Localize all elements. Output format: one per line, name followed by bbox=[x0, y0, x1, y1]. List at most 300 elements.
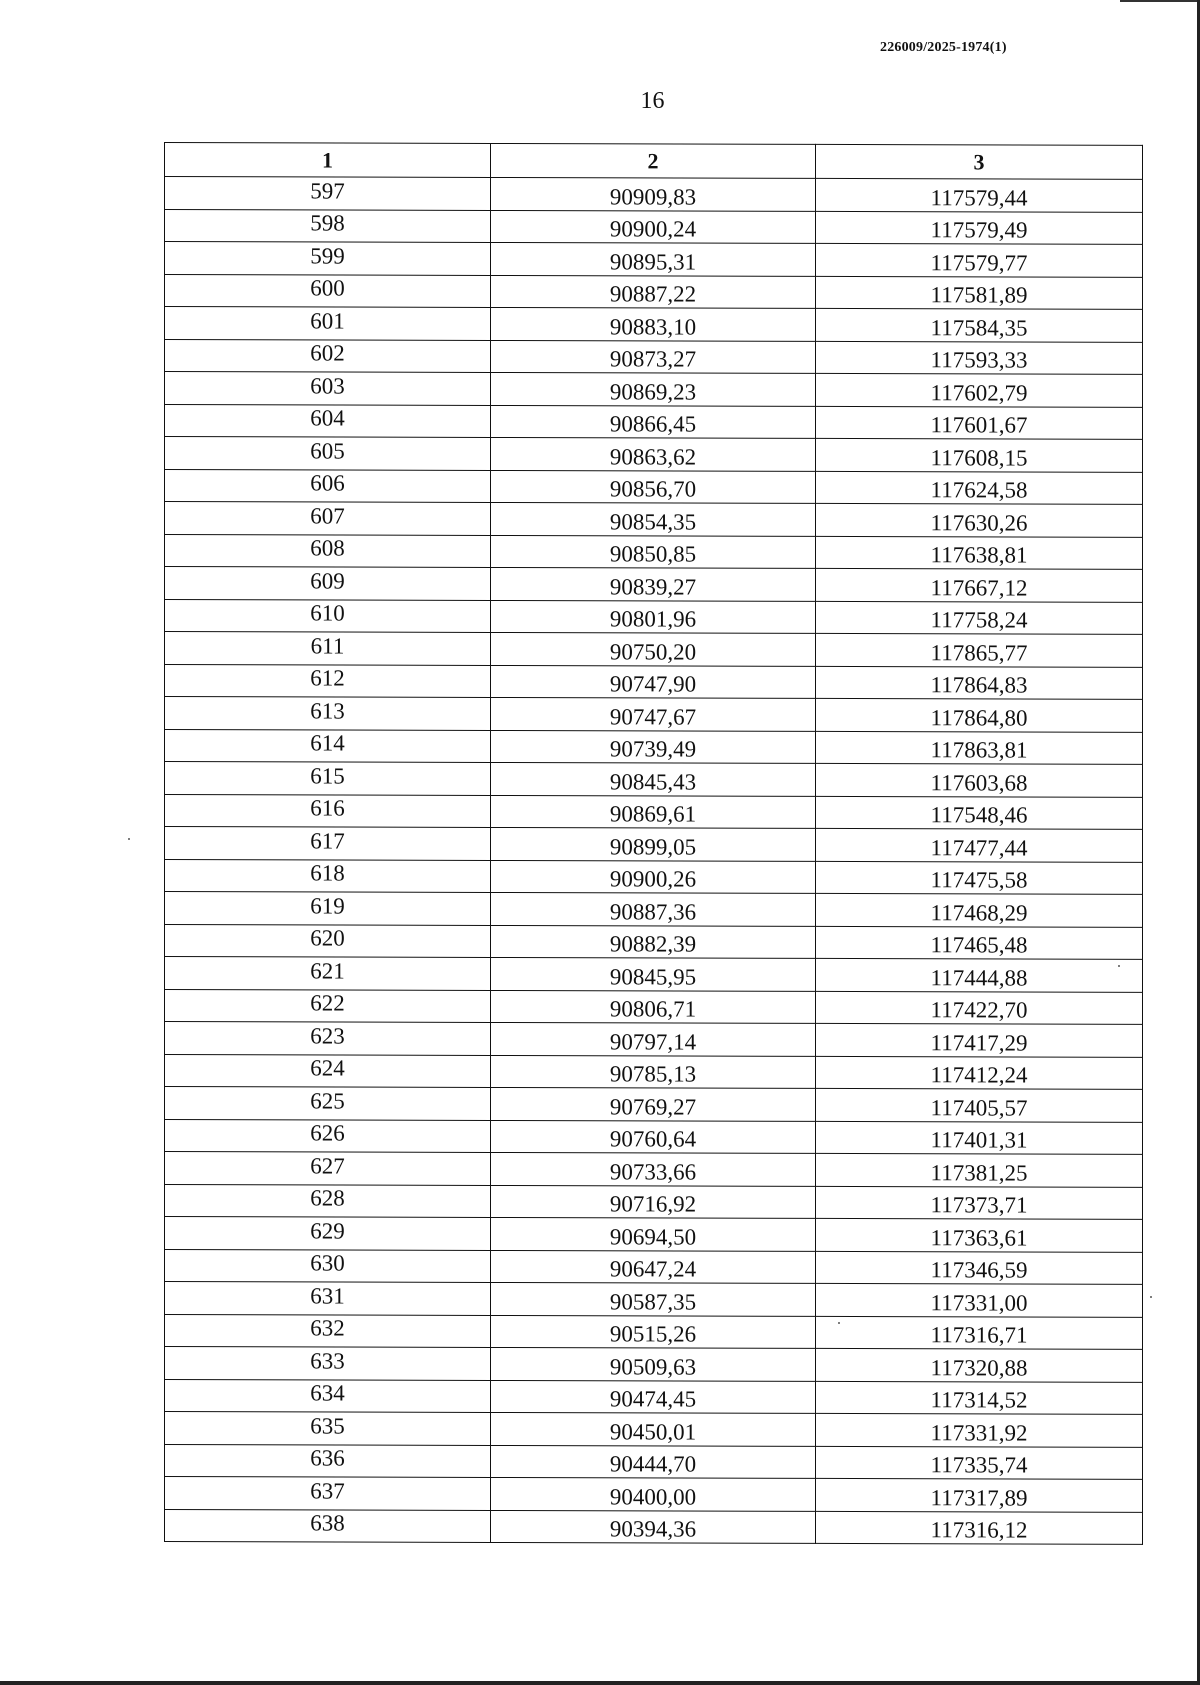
table-row bbox=[165, 989, 1143, 1024]
cell-value: 610 bbox=[310, 600, 345, 626]
cell-value: 117373,71 bbox=[930, 1192, 1028, 1218]
table-row bbox=[165, 827, 1143, 862]
table-row bbox=[165, 1152, 1143, 1187]
table-row bbox=[165, 632, 1143, 667]
table-cell-col-2 bbox=[491, 795, 816, 828]
table-cell-col-2 bbox=[491, 372, 816, 405]
cell-value: 117346,59 bbox=[930, 1257, 1028, 1283]
table-cell-col-2 bbox=[491, 1347, 816, 1380]
document-number: 226009/2025-1974(1) bbox=[880, 40, 1007, 55]
cell-value: 90474,45 bbox=[609, 1386, 697, 1412]
table-cell-col-1 bbox=[165, 1477, 491, 1510]
cell-value: 90850,85 bbox=[609, 541, 697, 567]
table-cell-col-3 bbox=[816, 1121, 1143, 1154]
table-row bbox=[165, 1412, 1143, 1447]
table-cell-col-1 bbox=[165, 632, 491, 665]
table-cell-col-2 bbox=[491, 307, 816, 340]
cell-value: 90839,27 bbox=[609, 574, 697, 600]
cell-value: 638 bbox=[310, 1510, 345, 1536]
scan-speck bbox=[838, 1322, 840, 1324]
cell-value: 90909,83 bbox=[609, 184, 697, 210]
cell-value: 117579,77 bbox=[930, 250, 1028, 276]
table-row bbox=[165, 924, 1143, 959]
cell-value: 90444,70 bbox=[609, 1451, 697, 1477]
table-row bbox=[165, 1477, 1143, 1512]
table-row bbox=[165, 534, 1143, 569]
table-cell-col-3 bbox=[816, 243, 1143, 276]
table-cell-col-2 bbox=[491, 1185, 816, 1218]
cell-value: 117603,68 bbox=[930, 770, 1028, 796]
cell-value: 117363,61 bbox=[930, 1225, 1028, 1251]
cell-value: 117601,67 bbox=[930, 412, 1028, 438]
table-cell-col-3 bbox=[816, 1413, 1143, 1446]
cell-value: 90647,24 bbox=[609, 1256, 697, 1282]
cell-value: 630 bbox=[310, 1250, 345, 1276]
cell-value: 90739,49 bbox=[609, 736, 697, 762]
table-cell-col-2 bbox=[491, 340, 816, 373]
scan-speck bbox=[128, 838, 130, 840]
cell-value: 90895,31 bbox=[609, 249, 697, 275]
table-cell-col-2 bbox=[491, 827, 816, 860]
table-cell-col-1 bbox=[165, 177, 491, 210]
cell-value: 614 bbox=[310, 730, 345, 756]
table-row bbox=[165, 242, 1143, 277]
cell-value: 117864,80 bbox=[930, 705, 1028, 731]
table-cell-col-2 bbox=[491, 925, 816, 958]
cell-value: 90869,61 bbox=[609, 801, 697, 827]
table-cell-col-3 bbox=[816, 1446, 1143, 1479]
cell-value: 90887,22 bbox=[609, 281, 697, 307]
table-cell-col-2 bbox=[491, 1217, 816, 1250]
cell-value: 117602,79 bbox=[930, 380, 1028, 406]
table-cell-col-1 bbox=[165, 1054, 491, 1087]
table-cell-col-2 bbox=[491, 1510, 816, 1543]
table-cell-col-2 bbox=[491, 1250, 816, 1283]
cell-value: 90747,67 bbox=[609, 704, 697, 730]
table-cell-col-2 bbox=[491, 437, 816, 470]
table-cell-col-1 bbox=[165, 1119, 491, 1152]
table-cell-col-2 bbox=[491, 665, 816, 698]
cell-value: 628 bbox=[310, 1185, 345, 1211]
cell-value: 631 bbox=[310, 1283, 345, 1309]
scan-speck bbox=[1150, 1296, 1152, 1298]
cell-value: 90869,23 bbox=[609, 379, 697, 405]
table-cell-col-3 bbox=[816, 1056, 1143, 1089]
cell-value: 604 bbox=[310, 405, 345, 431]
table-cell-col-1 bbox=[165, 1087, 491, 1120]
table-cell-col-2 bbox=[491, 892, 816, 925]
table-cell-col-1 bbox=[165, 957, 491, 990]
table-row bbox=[165, 372, 1143, 407]
table-cell-col-3 bbox=[816, 666, 1143, 699]
table-cell-col-2 bbox=[491, 567, 816, 600]
cell-value: 90400,00 bbox=[609, 1484, 697, 1510]
cell-value: 90801,96 bbox=[609, 606, 697, 632]
table-cell-col-3 bbox=[816, 341, 1143, 374]
table-row bbox=[165, 1217, 1143, 1252]
table-row bbox=[165, 469, 1143, 504]
scan-edge-bottom bbox=[0, 1681, 1200, 1685]
table-row bbox=[165, 664, 1143, 699]
table-row bbox=[165, 729, 1143, 764]
table-cell-col-2 bbox=[491, 1282, 816, 1315]
table-cell-col-1 bbox=[165, 664, 491, 697]
table-row bbox=[165, 404, 1143, 439]
table-cell-col-1 bbox=[165, 437, 491, 470]
table-cell-col-2 bbox=[491, 275, 816, 308]
table-row bbox=[165, 1184, 1143, 1219]
table-cell-col-1 bbox=[165, 989, 491, 1022]
table-cell-col-1 bbox=[165, 697, 491, 730]
cell-value: 613 bbox=[310, 698, 345, 724]
table-cell-col-3 bbox=[816, 406, 1143, 439]
table-cell-col-3 bbox=[816, 503, 1143, 536]
cell-value: 624 bbox=[310, 1055, 345, 1081]
table-cell-col-3 bbox=[816, 633, 1143, 666]
cell-value: 90769,27 bbox=[609, 1094, 697, 1120]
cell-value: 90899,05 bbox=[609, 834, 697, 860]
cell-value: 634 bbox=[310, 1380, 345, 1406]
table-cell-col-3 bbox=[816, 698, 1143, 731]
table-cell-col-3 bbox=[816, 438, 1143, 471]
cell-value: 607 bbox=[310, 503, 345, 529]
table-cell-col-3 bbox=[816, 796, 1143, 829]
table-cell-col-2 bbox=[491, 470, 816, 503]
cell-value: 90750,20 bbox=[609, 639, 697, 665]
cell-value: 90394,36 bbox=[609, 1516, 697, 1542]
table-cell-col-3 bbox=[816, 1153, 1143, 1186]
table-cell-col-1 bbox=[165, 1217, 491, 1250]
table-row bbox=[165, 1444, 1143, 1479]
scan-speck bbox=[1118, 965, 1120, 967]
table-cell-col-1 bbox=[165, 1444, 491, 1477]
table-cell-col-1 bbox=[165, 1249, 491, 1282]
coordinates-table bbox=[164, 142, 1143, 1545]
table-row bbox=[165, 1022, 1143, 1057]
table-row bbox=[165, 209, 1143, 244]
cell-value: 609 bbox=[310, 568, 345, 594]
table-cell-col-3 bbox=[816, 1511, 1143, 1544]
table-cell-col-1 bbox=[165, 827, 491, 860]
table-header-row bbox=[165, 143, 1143, 180]
cell-value: 117475,58 bbox=[930, 867, 1028, 893]
cell-value: 90845,43 bbox=[609, 769, 697, 795]
cell-value: 117579,49 bbox=[930, 217, 1028, 243]
table-cell-col-3 bbox=[816, 471, 1143, 504]
cell-value: 117593,33 bbox=[930, 347, 1028, 373]
cell-value: 617 bbox=[310, 828, 345, 854]
table-cell-col-1 bbox=[165, 242, 491, 275]
table-cell-col-3 bbox=[816, 536, 1143, 569]
table-cell-col-3 bbox=[816, 276, 1143, 309]
cell-value: 117401,31 bbox=[930, 1127, 1028, 1153]
table-cell-col-2 bbox=[491, 1152, 816, 1185]
cell-value: 90587,35 bbox=[609, 1289, 697, 1315]
table-row bbox=[165, 1282, 1143, 1317]
table-cell-col-1 bbox=[165, 567, 491, 600]
table-cell-col-1 bbox=[165, 339, 491, 372]
table-row bbox=[165, 437, 1143, 472]
cell-value: 90450,01 bbox=[609, 1419, 697, 1445]
cell-value: 90785,13 bbox=[609, 1061, 697, 1087]
coordinates-table-wrapper bbox=[164, 142, 1142, 1545]
cell-value: 90900,24 bbox=[609, 216, 697, 242]
cell-value: 635 bbox=[310, 1413, 345, 1439]
cell-value: 117624,58 bbox=[930, 477, 1028, 503]
cell-value: 623 bbox=[310, 1023, 345, 1049]
table-row bbox=[165, 762, 1143, 797]
cell-value: 117468,29 bbox=[930, 900, 1028, 926]
table-cell-col-2 bbox=[491, 1120, 816, 1153]
cell-value: 117317,89 bbox=[930, 1485, 1028, 1511]
table-cell-col-1 bbox=[165, 469, 491, 502]
cell-value: 117865,77 bbox=[930, 640, 1028, 666]
cell-value: 621 bbox=[310, 958, 345, 984]
table-row bbox=[165, 1087, 1143, 1122]
cell-value: 117381,25 bbox=[930, 1160, 1028, 1186]
cell-value: 117477,44 bbox=[930, 835, 1028, 861]
cell-value: 117630,26 bbox=[930, 510, 1028, 536]
table-cell-col-1 bbox=[165, 794, 491, 827]
cell-value: 612 bbox=[310, 665, 345, 691]
cell-value: 90733,66 bbox=[609, 1159, 697, 1185]
table-row bbox=[165, 957, 1143, 992]
table-row bbox=[165, 177, 1143, 212]
cell-value: 117422,70 bbox=[930, 997, 1028, 1023]
cell-value: 632 bbox=[310, 1315, 345, 1341]
cell-value: 90760,64 bbox=[609, 1126, 697, 1152]
cell-value: 117335,74 bbox=[930, 1452, 1028, 1478]
table-cell-col-3 bbox=[816, 763, 1143, 796]
cell-value: 90797,14 bbox=[609, 1029, 697, 1055]
cell-value: 622 bbox=[310, 990, 345, 1016]
table-row bbox=[165, 274, 1143, 309]
table-cell-col-2 bbox=[491, 405, 816, 438]
cell-value: 629 bbox=[310, 1218, 345, 1244]
cell-value: 90900,26 bbox=[609, 866, 697, 892]
table-cell-col-3 bbox=[816, 1316, 1143, 1349]
cell-value: 627 bbox=[310, 1153, 345, 1179]
table-cell-col-3 bbox=[816, 991, 1143, 1024]
table-body bbox=[165, 177, 1143, 1545]
cell-value: 117316,71 bbox=[930, 1322, 1028, 1348]
table-cell-col-2 bbox=[491, 535, 816, 568]
table-cell-col-3 bbox=[816, 568, 1143, 601]
table-cell-col-2 bbox=[491, 957, 816, 990]
table-cell-col-1 bbox=[165, 1184, 491, 1217]
table-cell-col-1 bbox=[165, 1152, 491, 1185]
cell-value: 615 bbox=[310, 763, 345, 789]
table-cell-col-1 bbox=[165, 404, 491, 437]
table-cell-col-1 bbox=[165, 1379, 491, 1412]
cell-value: 117405,57 bbox=[930, 1095, 1028, 1121]
column-header-2: 2 bbox=[491, 143, 816, 178]
cell-value: 117320,88 bbox=[930, 1355, 1028, 1381]
cell-value: 90716,92 bbox=[609, 1191, 697, 1217]
cell-value: 606 bbox=[310, 470, 345, 496]
table-cell-col-1 bbox=[165, 1347, 491, 1380]
table-cell-col-2 bbox=[491, 1315, 816, 1348]
table-cell-col-2 bbox=[491, 177, 816, 210]
cell-value: 117465,48 bbox=[930, 932, 1028, 958]
cell-value: 618 bbox=[310, 860, 345, 886]
cell-value: 117314,52 bbox=[930, 1387, 1028, 1413]
cell-value: 117412,24 bbox=[930, 1062, 1028, 1088]
cell-value: 117331,92 bbox=[930, 1420, 1028, 1446]
cell-value: 636 bbox=[310, 1445, 345, 1471]
table-row bbox=[165, 502, 1143, 537]
cell-value: 605 bbox=[310, 438, 345, 464]
cell-value: 90887,36 bbox=[609, 899, 697, 925]
cell-value: 616 bbox=[310, 795, 345, 821]
table-cell-col-1 bbox=[165, 209, 491, 242]
table-cell-col-2 bbox=[491, 1055, 816, 1088]
table-cell-col-2 bbox=[491, 1477, 816, 1510]
cell-value: 117667,12 bbox=[930, 575, 1028, 601]
table-cell-col-2 bbox=[491, 730, 816, 763]
cell-value: 90854,35 bbox=[609, 509, 697, 535]
table-cell-col-3 bbox=[816, 1478, 1143, 1511]
column-header-1: 1 bbox=[165, 143, 491, 178]
table-cell-col-1 bbox=[165, 1022, 491, 1055]
table-cell-col-2 bbox=[491, 1022, 816, 1055]
table-cell-col-1 bbox=[165, 924, 491, 957]
cell-value: 90866,45 bbox=[609, 411, 697, 437]
table-cell-col-2 bbox=[491, 1087, 816, 1120]
table-cell-col-2 bbox=[491, 697, 816, 730]
cell-value: 602 bbox=[310, 340, 345, 366]
table-cell-col-2 bbox=[491, 502, 816, 535]
cell-value: 90747,90 bbox=[609, 671, 697, 697]
table-cell-col-2 bbox=[491, 1380, 816, 1413]
cell-value: 597 bbox=[310, 178, 345, 204]
cell-value: 90873,27 bbox=[609, 346, 697, 372]
cell-value: 117548,46 bbox=[930, 802, 1028, 828]
table-row bbox=[165, 1314, 1143, 1349]
table-cell-col-2 bbox=[491, 1445, 816, 1478]
table-row bbox=[165, 1509, 1143, 1544]
cell-value: 598 bbox=[310, 210, 345, 236]
table-row bbox=[165, 794, 1143, 829]
table-cell-col-3 bbox=[816, 178, 1143, 211]
cell-value: 117758,24 bbox=[930, 607, 1028, 633]
cell-value: 117316,12 bbox=[930, 1517, 1028, 1543]
cell-value: 90883,10 bbox=[609, 314, 697, 340]
table-cell-col-2 bbox=[491, 600, 816, 633]
cell-value: 600 bbox=[310, 275, 345, 301]
table-cell-col-3 bbox=[816, 373, 1143, 406]
table-row bbox=[165, 1054, 1143, 1089]
table-row bbox=[165, 859, 1143, 894]
table-cell-col-3 bbox=[816, 926, 1143, 959]
table-cell-col-1 bbox=[165, 534, 491, 567]
table-row bbox=[165, 1249, 1143, 1284]
table-row bbox=[165, 567, 1143, 602]
cell-value: 117864,83 bbox=[930, 672, 1028, 698]
cell-value: 90856,70 bbox=[609, 476, 697, 502]
page-number: 16 bbox=[640, 88, 665, 114]
cell-value: 603 bbox=[310, 373, 345, 399]
cell-value: 90515,26 bbox=[609, 1321, 697, 1347]
table-row bbox=[165, 1347, 1143, 1382]
cell-value: 611 bbox=[310, 633, 345, 659]
table-cell-col-2 bbox=[491, 860, 816, 893]
table-cell-col-2 bbox=[491, 242, 816, 275]
cell-value: 625 bbox=[310, 1088, 345, 1114]
table-cell-col-3 bbox=[816, 1381, 1143, 1414]
cell-value: 117579,44 bbox=[930, 185, 1028, 211]
table-cell-col-2 bbox=[491, 210, 816, 243]
cell-value: 117863,81 bbox=[930, 737, 1028, 763]
table-cell-col-1 bbox=[165, 1412, 491, 1445]
cell-value: 117444,88 bbox=[930, 965, 1028, 991]
table-cell-col-1 bbox=[165, 502, 491, 535]
table-cell-col-3 bbox=[816, 211, 1143, 244]
table-row bbox=[165, 697, 1143, 732]
table-cell-col-1 bbox=[165, 859, 491, 892]
table-cell-col-1 bbox=[165, 599, 491, 632]
table-cell-col-1 bbox=[165, 1509, 491, 1542]
table-cell-col-2 bbox=[491, 990, 816, 1023]
table-cell-col-3 bbox=[816, 828, 1143, 861]
cell-value: 601 bbox=[310, 308, 345, 334]
cell-value: 90882,39 bbox=[609, 931, 697, 957]
cell-value: 117584,35 bbox=[930, 315, 1028, 341]
table-cell-col-1 bbox=[165, 1314, 491, 1347]
cell-value: 626 bbox=[310, 1120, 345, 1146]
cell-value: 90694,50 bbox=[609, 1224, 697, 1250]
table-cell-col-1 bbox=[165, 762, 491, 795]
table-row bbox=[165, 1119, 1143, 1154]
table-cell-col-3 bbox=[816, 1186, 1143, 1219]
table-cell-col-3 bbox=[816, 1088, 1143, 1121]
table-cell-col-2 bbox=[491, 1412, 816, 1445]
cell-value: 608 bbox=[310, 535, 345, 561]
table-cell-col-1 bbox=[165, 274, 491, 307]
table-cell-col-3 bbox=[816, 1023, 1143, 1056]
table-row bbox=[165, 307, 1143, 342]
cell-value: 637 bbox=[310, 1478, 345, 1504]
table-cell-col-3 bbox=[816, 601, 1143, 634]
table-cell-col-1 bbox=[165, 1282, 491, 1315]
table-cell-col-3 bbox=[816, 1218, 1143, 1251]
table-cell-col-2 bbox=[491, 632, 816, 665]
cell-value: 599 bbox=[310, 243, 345, 269]
table-row bbox=[165, 599, 1143, 634]
table-cell-col-1 bbox=[165, 307, 491, 340]
cell-value: 90863,62 bbox=[609, 444, 697, 470]
cell-value: 633 bbox=[310, 1348, 345, 1374]
cell-value: 117608,15 bbox=[930, 445, 1028, 471]
table-cell-col-1 bbox=[165, 729, 491, 762]
table-row bbox=[165, 1379, 1143, 1414]
table-cell-col-1 bbox=[165, 372, 491, 405]
table-cell-col-3 bbox=[816, 1283, 1143, 1316]
table-cell-col-3 bbox=[816, 1251, 1143, 1284]
table-cell-col-3 bbox=[816, 958, 1143, 991]
cell-value: 90845,95 bbox=[609, 964, 697, 990]
scan-edge-top bbox=[1120, 0, 1200, 2]
table-cell-col-3 bbox=[816, 893, 1143, 926]
column-header-3: 3 bbox=[816, 144, 1143, 179]
table-cell-col-3 bbox=[816, 861, 1143, 894]
table-cell-col-3 bbox=[816, 731, 1143, 764]
cell-value: 117417,29 bbox=[930, 1030, 1028, 1056]
cell-value: 620 bbox=[310, 925, 345, 951]
table-row bbox=[165, 339, 1143, 374]
cell-value: 117331,00 bbox=[930, 1290, 1028, 1316]
table-row bbox=[165, 892, 1143, 927]
